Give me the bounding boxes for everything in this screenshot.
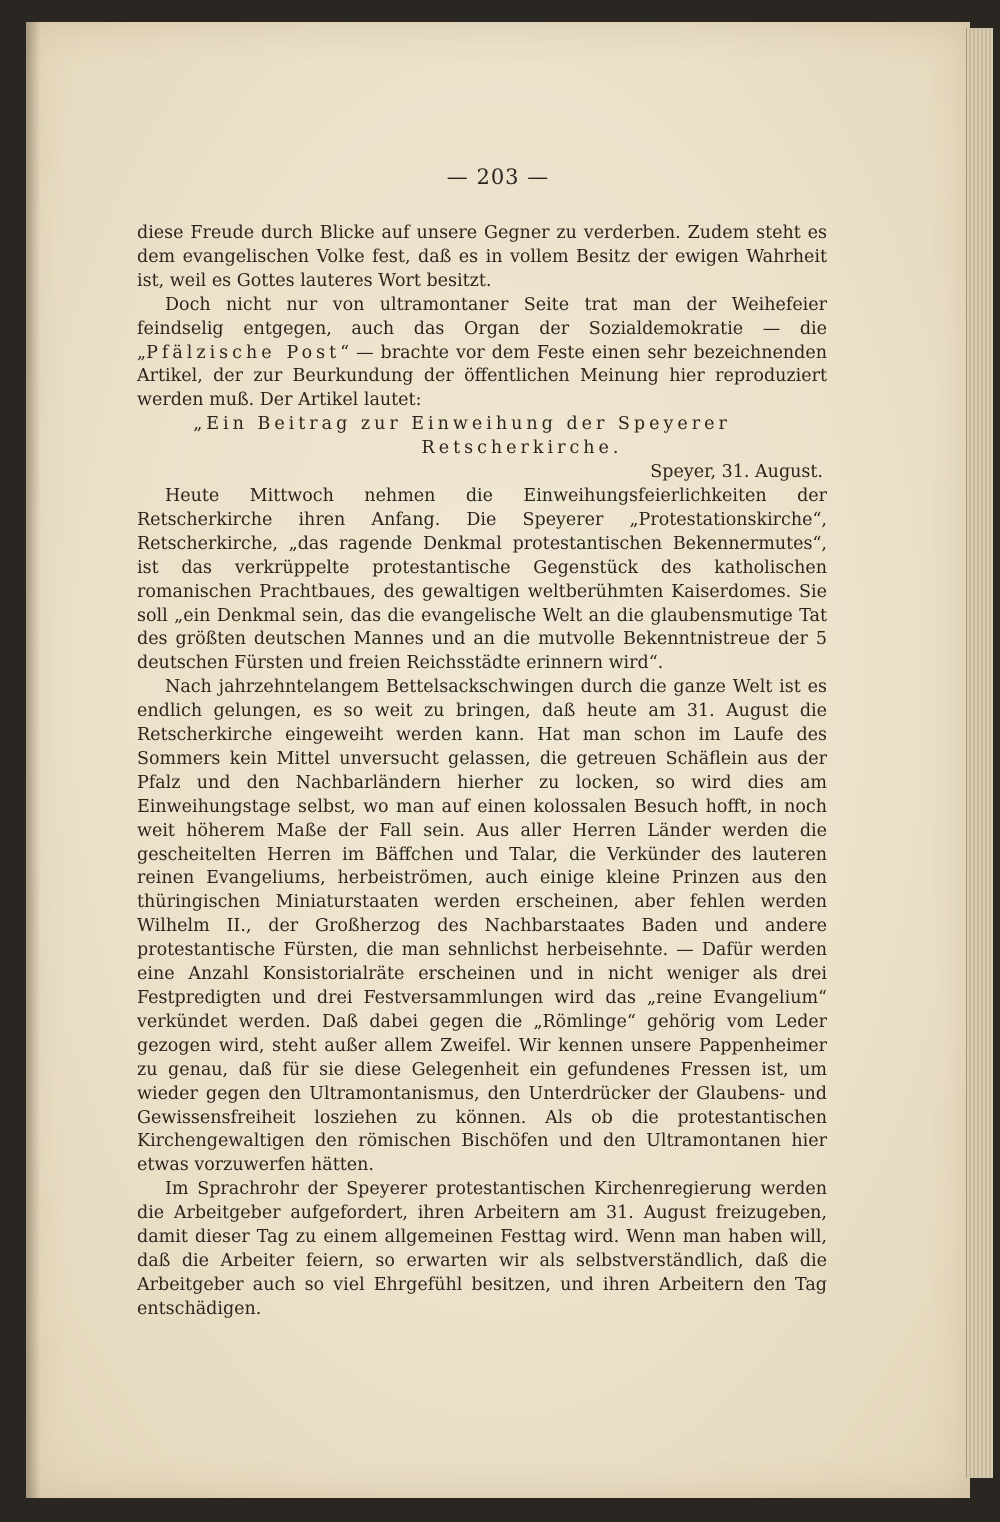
page-number: — 203 —	[446, 165, 550, 189]
gutter-shadow	[26, 22, 40, 1498]
page-edges	[966, 28, 993, 1478]
paragraph-text-after: “ — brachte vor dem Feste einen sehr bezeichnenden Artikel, der zur Beurkundung der öffentlichen Meinung hier reproduziert werden muß. Der Artikel lautet:	[137, 342, 827, 411]
quote-title-line-1: „Ein Beitrag zur Einweihung der Speyerer	[193, 414, 731, 435]
paragraph-text-before: Doch nicht nur von ultramontaner Seite trat man der Weihefeier feindselig entgegen, auch das Organ der Sozialdemokratie — die „	[137, 294, 827, 363]
quote-title-line-2: Retscherkirche.	[421, 438, 623, 459]
book-page	[26, 22, 970, 1498]
newspaper-name: Pfälzische Post	[146, 342, 341, 363]
page-text-body	[137, 222, 827, 1322]
paragraph-intro: diese Freude durch Blicke auf unsere Gegner zu verderben. Zudem steht es dem evangelischen Volke fest, daß es in vollem Besitz der ewigen Wahrheit ist, weil es Gottes lauteres Wort besitzt.	[137, 223, 827, 291]
quote-paragraph-1: Heute Mittwoch nehmen die Einweihungsfeierlichkeiten der Retscherkirche ihren Anfang. Die Speyerer „Protestationskirche“, Retscherkirche, „das ragende Denkmal protestantischen Bekennermutes“, ist das verkrüppelte protestantische Gegenstück des katholischen romanischen Prachtbaues, des gewaltigen weltberühmten Kaiserdomes. Sie soll „ein Denkmal sein, das die evangelische Welt an die glaubensmutige Tat des größten deutschen Mannes und an die mutvolle Bekenntnistreue der 5 deutschen Fürsten und freien Reichsstädte erinnern wird“.	[137, 485, 827, 674]
paragraph-pfaelzische-post	[137, 294, 827, 414]
quote-paragraph-3: Im Sprachrohr der Speyerer protestantischen Kirchenregierung werden die Arbeitgeber aufgefordert, ihren Arbeitern am 31. August freizugeben, damit dieser Tag zu einem allgemeinen Festtag wird. Wenn man haben will, daß die Arbeiter feiern, so erwarten wir als selbstverständlich, daß die Arbeitgeber auch so viel Ehrgefühl besitzen, und ihren Arbeitern den Tag entschädigen.	[137, 1179, 827, 1319]
quote-dateline: Speyer, 31. August.	[650, 462, 823, 483]
quote-paragraph-2: Nach jahrzehntelangem Bettelsackschwingen durch die ganze Welt ist es endlich gelungen, es so weit zu bringen, daß heute am 31. August die Retscherkirche eingeweiht werden kann. Hat man schon im Laufe des Sommers kein Mittel unversucht gelassen, die getreuen Schäflein aus der Pfalz und den Nachbarländern hierher zu locken, so wird dies am Einweihungstage selbst, wo man auf einen kolossalen Besuch hofft, in noch weit höherem Maße der Fall sein. Aus aller Herren Länder werden die gescheitelten Herren im Bäffchen und Talar, die Verkünder des lauteren reinen Evangeliums, herbeiströmen, auch einige kleine Prinzen aus den thüringischen Miniaturstaaten werden erscheinen, aber fehlen werden Wilhelm II., der Großherzog des Nachbarstaates Baden und andere protestantische Fürsten, die man sehnlichst herbeisehnte. — Dafür werden eine Anzahl Konsistorialräte erscheinen und in nicht weniger als drei Festpredigten und drei Festversammlungen wird das „reine Evangelium“ verkündet werden. Daß dabei gegen die „Römlinge“ gehörig vom Leder gezogen wird, steht außer allem Zweifel. Wir kennen unsere Pappenheimer zu genau, daß für sie diese Gelegenheit ein gefundenes Fressen ist, um wieder gegen den Ultramontanismus, den Unterdrücker der Glaubens- und Gewissensfreiheit losziehen zu können. Als ob die protestantischen Kirchengewaltigen den römischen Bischöfen und den Ultramontanen hier etwas vorzuwerfen hätten.	[137, 677, 827, 1176]
